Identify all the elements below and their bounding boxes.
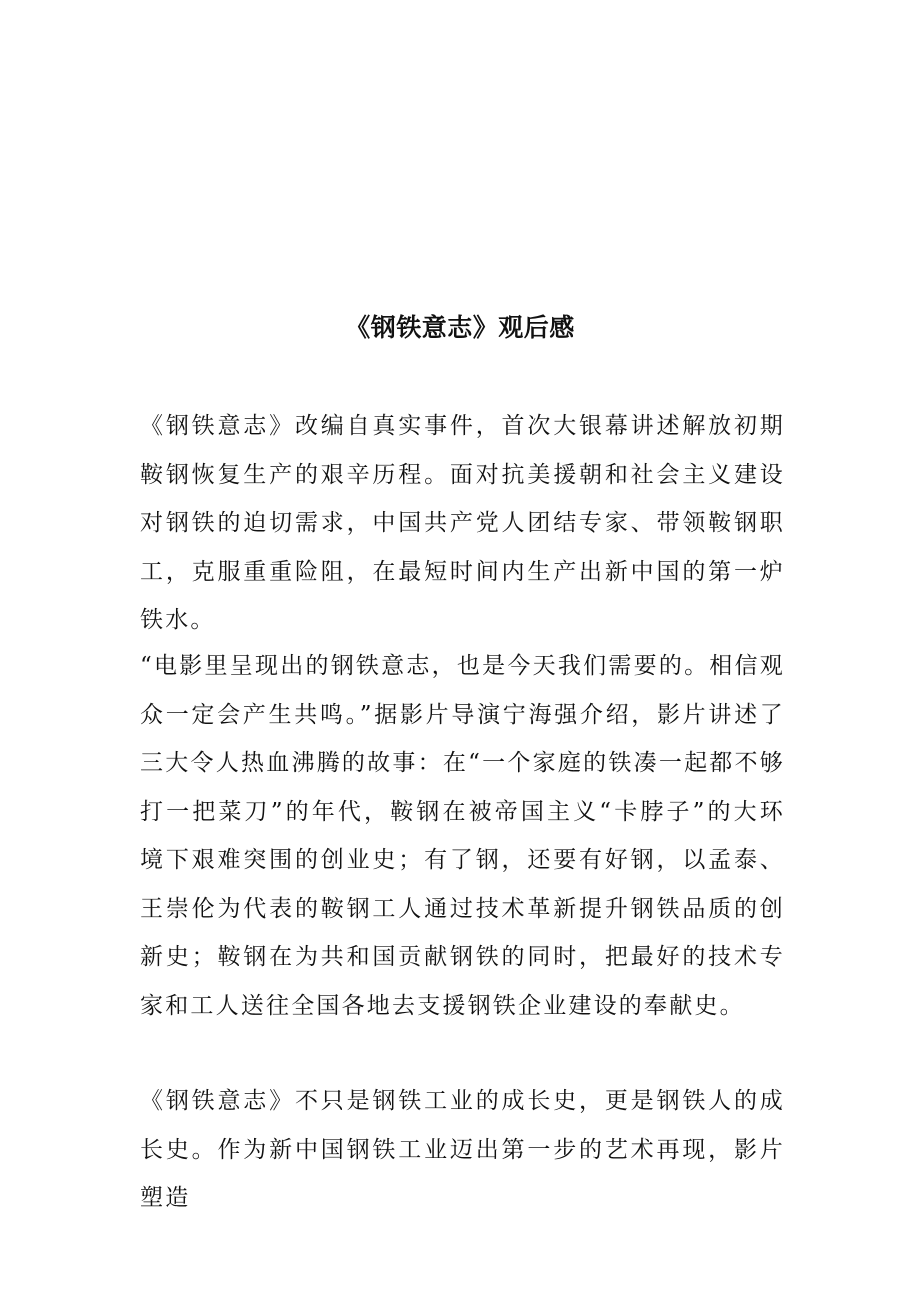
paragraph-1: 《钢铁意志》改编自真实事件，首次大银幕讲述解放初期鞍钢恢复生产的艰辛历程。面对抗美援朝和社会主义建设对钢铁的迫切需求，中国共产党人团结专家、带领鞍钢职工，克服重重险阻，在最短时间内生产出新中国的第一炉铁水。 (140, 413, 785, 633)
paragraph-2: “电影里呈现出的钢铁意志，也是今天我们需要的。相信观众一定会产生共鸣。”据影片导演宁海强介绍，影片讲述了三大令人热血沸腾的故事：在“一个家庭的铁凑一起都不够打一把菜刀”的年代，鞍钢在被帝国主义“卡脖子”的大环境下艰难突围的创业史；有了钢，还要有好钢，以孟泰、王崇伦为代表的鞍钢工人通过技术革新提升钢铁品质的创新史；鞍钢在为共和国贡献钢铁的同时，把最好的技术专家和工人送往全国各地去支援钢铁企业建设的奉献史。 (140, 653, 785, 1019)
page-title: 《钢铁意志》观后感 (345, 313, 575, 342)
paragraph-3: 《钢铁意志》不只是钢铁工业的成长史，更是钢铁人的成长史。作为新中国钢铁工业迈出第一步的艺术再现，影片塑造 (140, 1088, 785, 1211)
